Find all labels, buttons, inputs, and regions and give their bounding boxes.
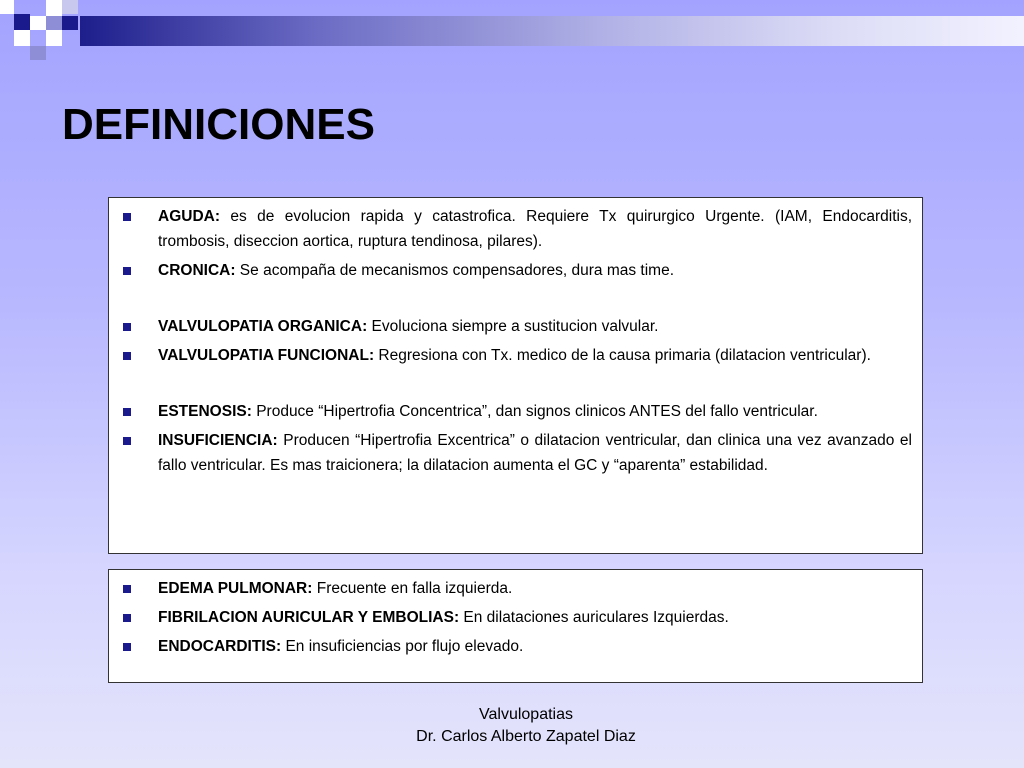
footer-author: Dr. Carlos Alberto Zapatel Diaz — [416, 728, 636, 745]
square-bullet-icon — [123, 352, 131, 360]
list-item — [123, 204, 912, 254]
definition-term: INSUFICIENCIA: — [158, 432, 278, 449]
list-item — [123, 634, 912, 659]
complication-term: ENDOCARDITIS: — [158, 638, 282, 655]
deco-square — [62, 16, 78, 30]
square-bullet-icon — [123, 408, 131, 416]
square-bullet-icon — [123, 614, 131, 622]
square-bullet-icon — [123, 323, 131, 331]
deco-square — [30, 16, 46, 30]
complication-term: EDEMA PULMONAR: — [158, 580, 313, 597]
slide-title: DEFINICIONES — [62, 100, 375, 149]
square-bullet-icon — [123, 437, 131, 445]
slide-footer — [340, 704, 712, 748]
definition-term: ESTENOSIS: — [158, 403, 252, 420]
list-item — [123, 258, 912, 283]
definition-term: AGUDA: — [158, 208, 220, 225]
deco-square — [62, 0, 78, 14]
list-item — [123, 605, 912, 630]
definition-term: CRONICA: — [158, 262, 236, 279]
definition-text: Evoluciona siempre a sustitucion valvular. — [367, 318, 659, 335]
list-item — [123, 428, 912, 478]
definition-text: Regresiona con Tx. medico de la causa primaria (dilatacion ventricular). — [374, 347, 871, 364]
square-bullet-icon — [123, 213, 131, 221]
complication-text: En insuficiencias por flujo elevado. — [281, 638, 524, 655]
list-item — [123, 399, 912, 424]
complication-term: FIBRILACION AURICULAR Y EMBOLIAS: — [158, 609, 460, 626]
definition-text: es de evolucion rapida y catastrofica. Requiere Tx quirurgico Urgente. (IAM, Endocarditis, trombosis, diseccion aortica, ruptura tendinosa, pilares). — [158, 208, 912, 250]
definition-term: VALVULOPATIA ORGANICA: — [158, 318, 368, 335]
deco-square — [14, 14, 30, 30]
list-item — [123, 343, 912, 368]
header-gradient-band — [80, 16, 1024, 46]
definition-term: VALVULOPATIA FUNCIONAL: — [158, 347, 375, 364]
definition-text: Se acompaña de mecanismos compensadores, dura mas time. — [235, 262, 675, 279]
square-bullet-icon — [123, 585, 131, 593]
deco-square — [30, 46, 46, 60]
deco-square — [14, 30, 30, 46]
definitions-box — [108, 197, 923, 554]
deco-square — [46, 30, 62, 46]
footer-topic: Valvulopatias — [479, 706, 573, 723]
square-bullet-icon — [123, 267, 131, 275]
list-item — [123, 314, 912, 339]
definition-text: Producen “Hipertrofia Excentrica” o dilatacion ventricular, dan clinica una vez avanzado el fallo ventricular. Es mas traicionera; la dilatacion aumenta el GC y “aparenta” estabilidad. — [158, 432, 912, 474]
complication-text: Frecuente en falla izquierda. — [312, 580, 513, 597]
complication-text: En dilataciones auriculares Izquierdas. — [459, 609, 729, 626]
square-bullet-icon — [123, 643, 131, 651]
deco-square — [46, 0, 62, 16]
deco-square — [0, 0, 14, 14]
complications-box — [108, 569, 923, 683]
definition-text: Produce “Hipertrofia Concentrica”, dan signos clinicos ANTES del fallo ventricular. — [251, 403, 818, 420]
deco-square — [46, 16, 62, 30]
list-item — [123, 576, 912, 601]
